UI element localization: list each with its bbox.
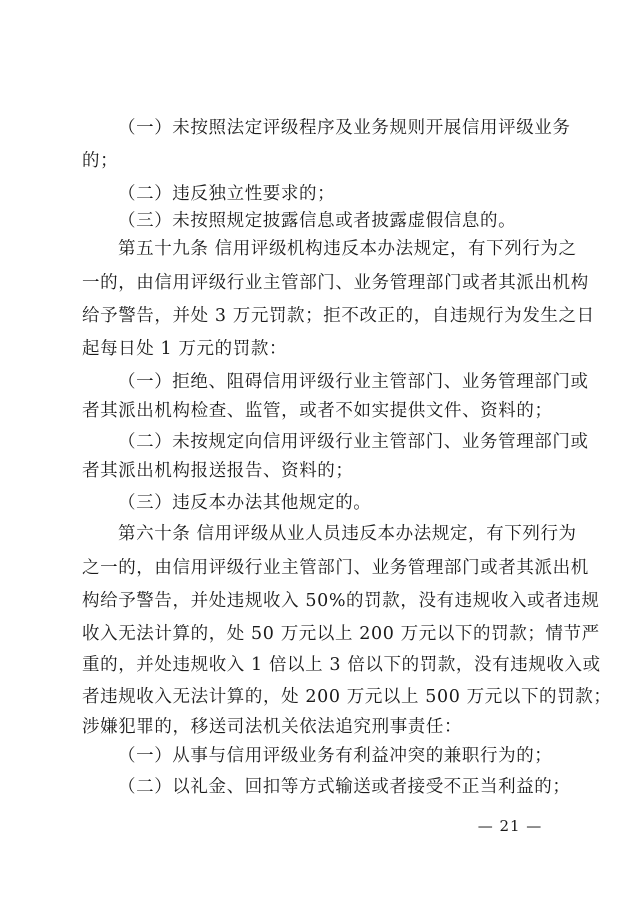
- text-line: （二）违反独立性要求的；: [118, 184, 336, 204]
- text-line: 构给予警告，并处违规收入 50%的罚款，没有违规收入或者违规: [82, 591, 600, 611]
- text-line: 起每日处 1 万元的罚款：: [82, 339, 288, 359]
- text-line: 重的，并处违规收入 1 倍以上 3 倍以下的罚款，没有违规收入或: [82, 655, 601, 675]
- text-line: 的；: [82, 151, 119, 171]
- text-line: 之一的，由信用评级行业主管部门、业务管理部门或者其派出机: [82, 558, 589, 578]
- text-line: 者其派出机构检查、监管，或者不如实提供文件、资料的；: [82, 401, 553, 421]
- text-line: 一的，由信用评级行业主管部门、业务管理部门或者其派出机构: [82, 273, 589, 293]
- text-line: （一）未按照法定评级程序及业务规则开展信用评级业务: [118, 118, 571, 138]
- text-line: （一）从事与信用评级业务有利益冲突的兼职行为的；: [118, 746, 553, 766]
- text-line: 第五十九条 信用评级机构违反本办法规定，有下列行为之: [118, 239, 577, 259]
- text-line: （二）以礼金、回扣等方式输送或者接受不正当利益的；: [118, 777, 571, 797]
- text-line: 涉嫌犯罪的，移送司法机关依法追究刑事责任：: [82, 717, 463, 737]
- page-number: — 21 —: [477, 817, 543, 835]
- text-line: （二）未按规定向信用评级行业主管部门、业务管理部门或: [118, 432, 589, 452]
- text-line: 者其派出机构报送报告、资料的；: [82, 461, 354, 481]
- text-line: 给予警告，并处 3 万元罚款；拒不改正的，自违规行为发生之日: [82, 306, 595, 326]
- text-line: 者违规收入无法计算的，处 200 万元以上 500 万元以下的罚款；: [82, 687, 612, 707]
- text-line: （三）未按照规定披露信息或者披露虚假信息的。: [118, 211, 517, 231]
- text-line: 收入无法计算的，处 50 万元以上 200 万元以下的罚款；情节严: [82, 624, 600, 644]
- text-line: （一）拒绝、阻碍信用评级行业主管部门、业务管理部门或: [118, 372, 589, 392]
- text-line: （三）违反本办法其他规定的。: [118, 493, 372, 513]
- text-line: 第六十条 信用评级从业人员违反本办法规定，有下列行为: [118, 524, 577, 544]
